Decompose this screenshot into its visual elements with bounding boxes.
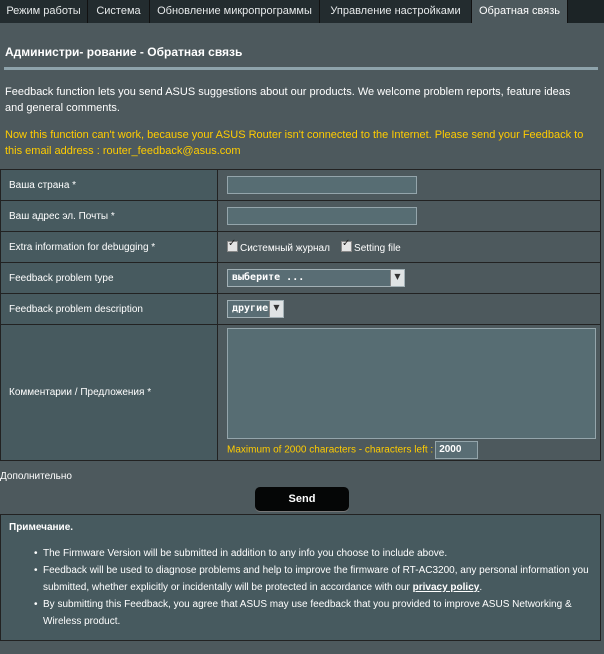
note-text: By submitting this Feedback, you agree that ASUS may use feedback that you provided to improve ASUS Networking & Wireless product.	[43, 599, 572, 627]
tab-bar	[0, 0, 604, 23]
comments-textarea[interactable]	[227, 328, 596, 439]
title-divider	[4, 67, 598, 70]
problem-desc-label: Feedback problem description	[1, 294, 218, 325]
privacy-policy-link[interactable]: privacy policy	[412, 582, 480, 593]
syslog-checkbox[interactable]	[227, 241, 238, 252]
setting-file-checkbox[interactable]	[341, 241, 352, 252]
max-chars-text: Maximum of 2000 characters - characters left :	[227, 444, 434, 456]
notes-heading: Примечание.	[9, 522, 74, 533]
note-text: The Firmware Version will be submitted in addition to any info you choose to include above.	[43, 548, 448, 559]
tab-system[interactable]: Система	[88, 0, 150, 23]
chevron-down-icon: ▼	[269, 301, 283, 317]
extra-label: Дополнительно	[0, 471, 72, 482]
notes-list	[43, 545, 591, 630]
note-item	[43, 562, 591, 596]
note-item	[43, 596, 591, 630]
send-button[interactable]: Send	[255, 487, 349, 511]
page-description: Feedback function lets you send ASUS suggestions about our products. We welcome problem reports, feature ideas and general comments.	[5, 86, 571, 114]
chars-left-field: 2000	[435, 441, 478, 459]
problem-type-label: Feedback problem type	[1, 263, 218, 294]
syslog-checkbox-label: Системный журнал	[240, 242, 330, 254]
country-label: Ваша страна *	[1, 170, 218, 201]
tab-firmware-upgrade[interactable]: Обновление микропрограммы	[150, 0, 320, 23]
notes-panel	[0, 514, 601, 641]
problem-type-value: выберите ...	[232, 272, 305, 283]
problem-desc-value: другие	[232, 303, 269, 314]
tab-operation-mode[interactable]: Режим работы	[0, 0, 88, 23]
note-text: Feedback will be used to diagnose problems and help to improve the firmware of RT-AC3200, any personal information you submitted, whether explicitly or incidentally will be protected in accordance with our	[43, 565, 589, 593]
connection-warning: Now this function can't work, because your ASUS Router isn't connected to the Internet. Please send your Feedback to this email address : router_feedback@asus.com	[5, 129, 584, 157]
problem-desc-select[interactable]	[227, 300, 284, 318]
setting-file-checkbox-label: Setting file	[354, 242, 401, 254]
email-label: Ваш адрес эл. Почты *	[1, 201, 218, 232]
debug-label: Extra information for debugging *	[1, 232, 218, 263]
tab-settings-management[interactable]: Управление настройками	[320, 0, 472, 23]
problem-type-select[interactable]	[227, 269, 405, 287]
page-title: Администри- рование - Обратная связь	[5, 45, 243, 59]
tab-feedback[interactable]: Обратная связь	[472, 0, 568, 23]
note-item	[43, 545, 591, 562]
email-input[interactable]	[227, 207, 417, 225]
country-input[interactable]	[227, 176, 417, 194]
comments-label: Комментарии / Предложения *	[1, 325, 218, 461]
feedback-form	[0, 169, 601, 461]
note-text-end: .	[479, 582, 483, 593]
chevron-down-icon: ▼	[390, 270, 404, 286]
